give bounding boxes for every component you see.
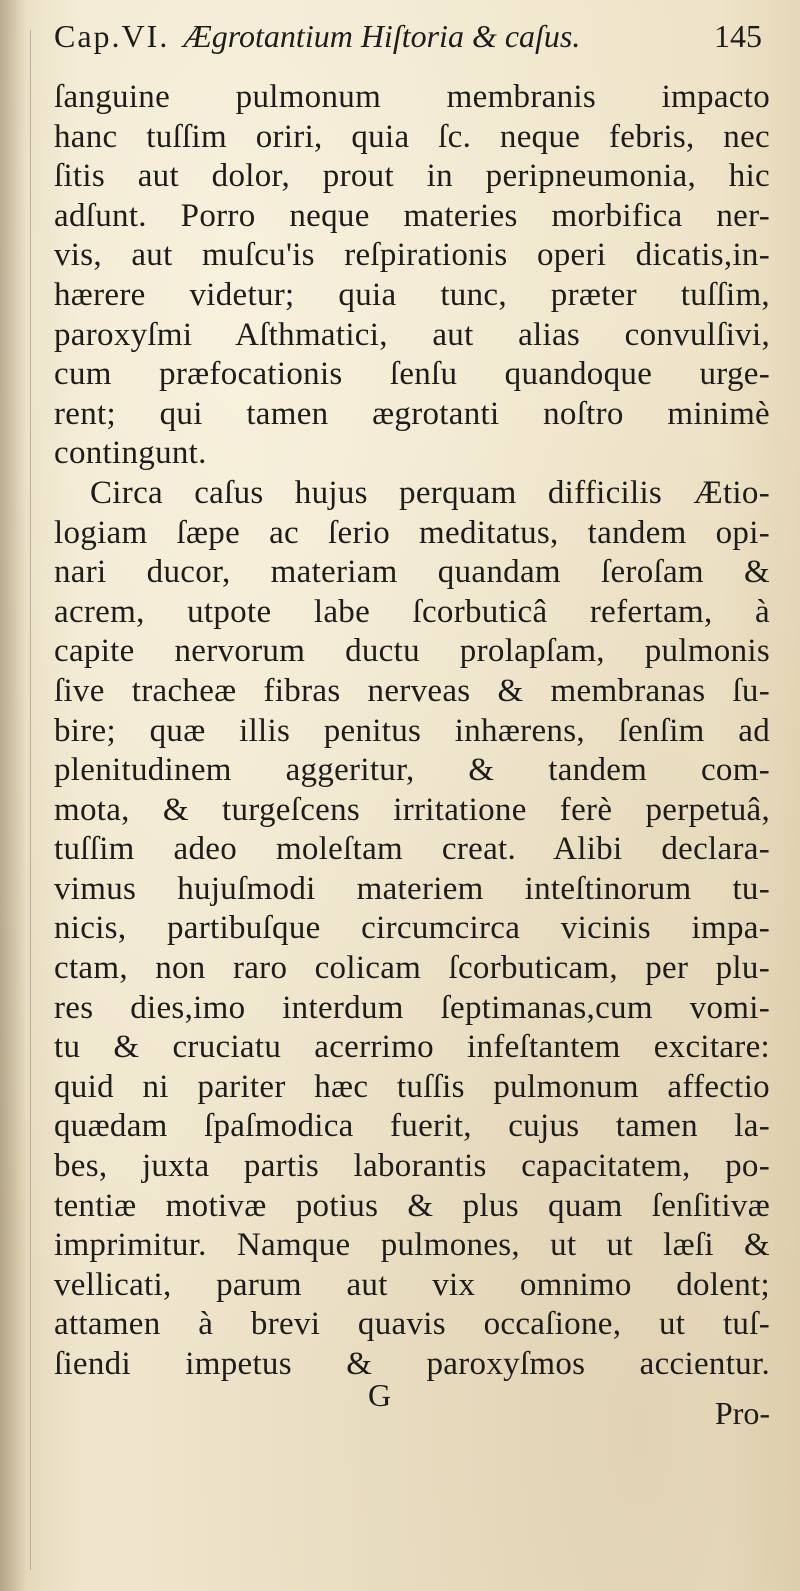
signature-mark: G	[368, 1377, 392, 1413]
text-line: bes, juxta partis laborantis capacitatem, po-	[54, 1148, 770, 1185]
page-number: 145	[714, 18, 762, 54]
text-line: res dies,imo interdum ſeptimanas,cum vomi-	[54, 989, 770, 1026]
text-line: tentiæ motivæ potius & plus quam ſenſitivæ	[54, 1187, 770, 1224]
text-line: quid ni pariter hæc tuſſis pulmonum affectio	[54, 1068, 770, 1105]
text-line: ſiendi impetus & paroxyſmos accientur.	[54, 1346, 770, 1382]
text-line: vis, aut muſcu'is reſpirationis operi dicatis,in-	[54, 237, 770, 274]
running-header	[54, 18, 780, 74]
binding-gutter	[0, 0, 26, 1591]
text-line: logiam ſæpe ac ſerio meditatus, tandem opi-	[54, 514, 770, 551]
text-line: attamen à brevi quavis occaſione, ut tuſ-	[54, 1306, 770, 1343]
text-line: acrem, utpote labe ſcorbuticâ refertam, à	[54, 593, 770, 630]
text-line: nari ducor, materiam quandam ſeroſam &	[54, 554, 770, 591]
text-line: vellicati, parum aut vix omnimo dolent;	[54, 1266, 770, 1303]
text-line: cum præfocationis ſenſu quandoque urge-	[54, 356, 770, 393]
gutter-edge	[30, 30, 31, 1570]
text-line: tuſſim adeo moleſtam creat. Alibi declara-	[54, 831, 770, 868]
text-line: mota, & turgeſcens irritatione ferè perpetuâ,	[54, 791, 770, 828]
text-line: quædam ſpaſmodica fuerit, cujus tamen la-	[54, 1108, 770, 1145]
text-line: hærere videtur; quia tunc, præter tuſſim,	[54, 276, 770, 313]
running-title: Ægrotantium Hiſtoria & caſus.	[183, 18, 581, 54]
text-line: bire; quæ illis penitus inhærens, ſenſim ad	[54, 712, 770, 749]
body-text	[54, 78, 770, 1385]
text-line: ſitis aut dolor, prout in peripneumonia, hic	[54, 158, 770, 195]
catchword: Pro-	[714, 1395, 770, 1431]
text-line: tu & cruciatu acerrimo infeſtantem excitare:	[54, 1029, 770, 1066]
text-line: rent; qui tamen ægrotanti noſtro minimè	[54, 395, 770, 432]
text-line: ſanguine pulmonum membranis impacto	[54, 79, 770, 115]
text-line: contingunt.	[54, 435, 207, 472]
text-line: nicis, partibuſque circumcirca vicinis impa-	[54, 910, 770, 947]
text-line: ctam, non raro colicam ſcorbuticam, per plu-	[54, 950, 770, 987]
text-line: vimus hujuſmodi materiem inteſtinorum tu-	[54, 870, 770, 907]
text-line: ſive tracheæ fibras nerveas & membranas ſu-	[54, 672, 770, 709]
text-line: adſunt. Porro neque materies morbifica ner-	[54, 197, 770, 234]
text-line: hanc tuſſim oriri, quia ſc. neque febris, nec	[54, 118, 770, 155]
chapter-label: Cap.VI.	[54, 18, 170, 54]
text-line: capite nervorum ductu prolapſam, pulmonis	[54, 633, 770, 670]
paragraph-start-line: Circa caſus hujus perquam difficilis Ætio-	[90, 474, 770, 511]
text-line: plenitudinem aggeritur, & tandem com-	[54, 752, 770, 789]
text-line: paroxyſmi Aſthmatici, aut alias convulſivi,	[54, 316, 770, 353]
text-line: imprimitur. Namque pulmones, ut ut læſi &	[54, 1227, 770, 1264]
